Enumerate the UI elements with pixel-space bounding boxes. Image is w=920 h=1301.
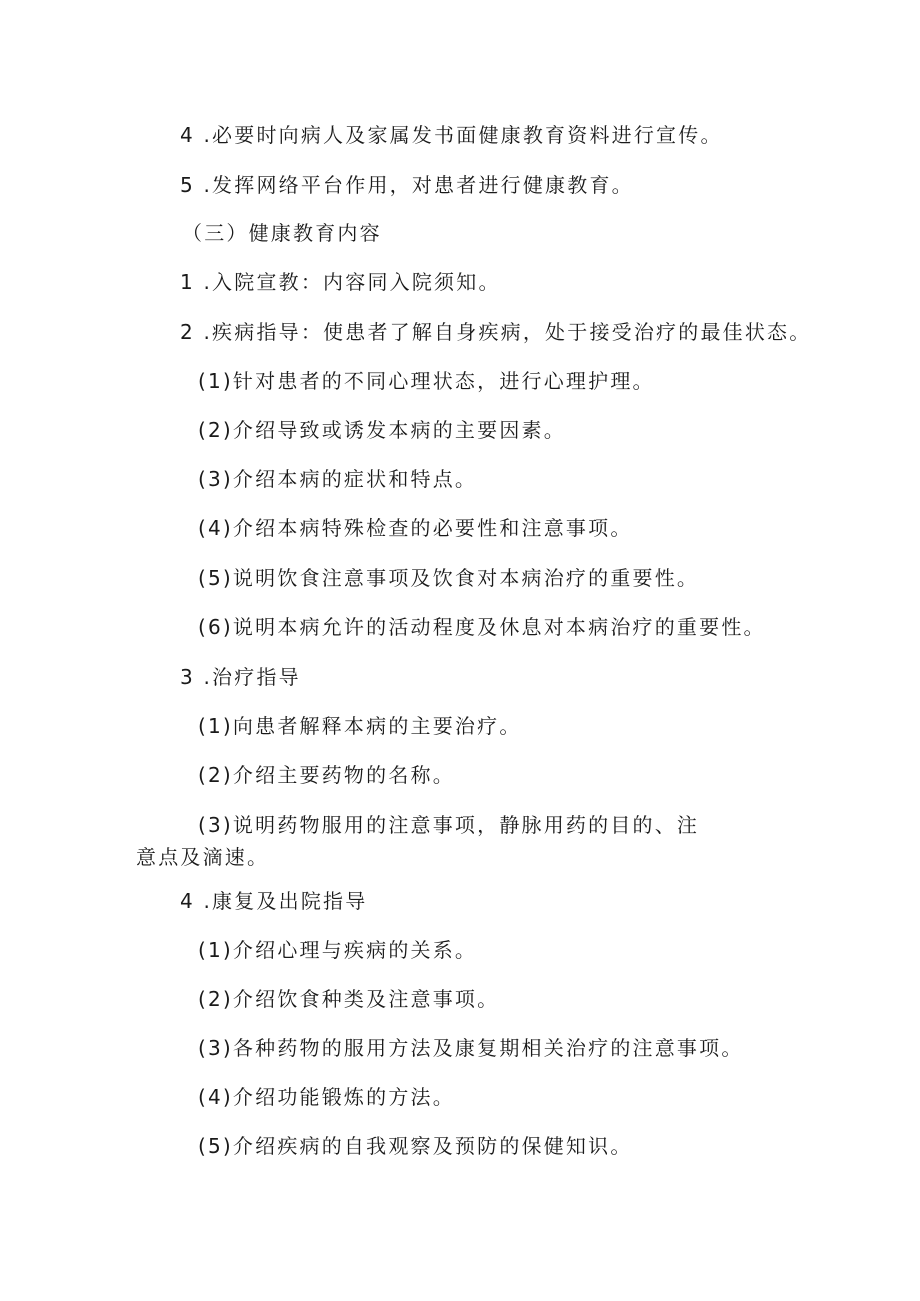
text-line: (1)针对患者的不同心理状态，进行心理护理。 — [198, 369, 655, 393]
text-line: (4)介绍功能锻炼的方法。 — [198, 1085, 455, 1109]
text-line: 4 .必要时向病人及家属发书面健康教育资料进行宣传。 — [180, 123, 723, 147]
text-line: (6)说明本病允许的活动程度及休息对本病治疗的重要性。 — [198, 615, 766, 639]
text-line: (3)介绍本病的症状和特点。 — [198, 467, 478, 491]
text-line: (1)介绍心理与疾病的关系。 — [198, 938, 478, 962]
text-line: (2)介绍饮食种类及注意事项。 — [198, 987, 500, 1011]
text-line: 1 .入院宣教：内容同入院须知。 — [180, 270, 501, 294]
text-line: (3)说明药物服用的注意事项，静脉用药的目的、注 — [198, 813, 700, 837]
text-line: (3)各种药物的服用方法及康复期相关治疗的注意事项。 — [198, 1036, 744, 1060]
text-line: 5 .发挥网络平台作用，对患者进行健康教育。 — [180, 173, 634, 197]
text-line: (2)介绍导致或诱发本病的主要因素。 — [198, 418, 566, 442]
text-line: (4)介绍本病特殊检查的必要性和注意事项。 — [198, 516, 633, 540]
section-heading: （三）健康教育内容 — [182, 221, 382, 245]
text-line: 意点及滴速。 — [136, 845, 270, 869]
text-line: (5)介绍疾病的自我观察及预防的保健知识。 — [198, 1134, 633, 1158]
text-line: (2)介绍主要药物的名称。 — [198, 763, 455, 787]
text-line: (5)说明饮食注意事项及饮食对本病治疗的重要性。 — [198, 566, 700, 590]
text-line: 4 .康复及出院指导 — [180, 889, 368, 913]
text-line: 3 .治疗指导 — [180, 665, 301, 689]
text-line: 2 .疾病指导：使患者了解自身疾病，处于接受治疗的最佳状态。 — [180, 320, 812, 344]
text-line: (1)向患者解释本病的主要治疗。 — [198, 714, 522, 738]
